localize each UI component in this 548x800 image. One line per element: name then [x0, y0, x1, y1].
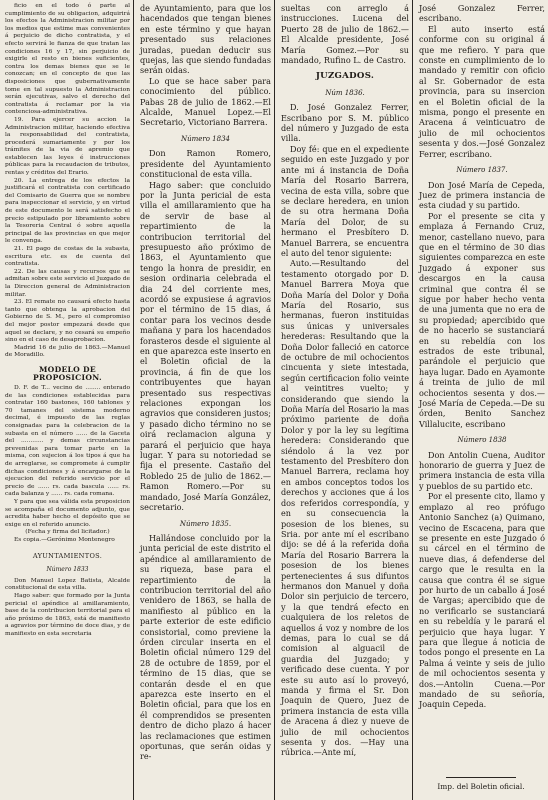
paragraph: 23. El remate no causará efecto hasta tanto que obtenga la aprobacion del Gobierno de S. M., pero el compromiso del mejor postor empezará desde que aquel se declare, y no cesará su empeño sino en el caso de desaprobacion.: [5, 299, 130, 344]
notice-number: Número 1835.: [179, 519, 232, 528]
paragraph: Por el presente cito, llamo y emplazo al reo prófugo Antonio Sanchez (a) Quimano, vecino de Escacena, para que se presente en este Juzgado ó su cárcel en el término de nueve dias, á defenderse del cargo que le resulta en la causa que contra él se sigue por hurto de un caballo á José de Vargas; apercibido que de no verificarlo se sustanciará en su rebeldía y le parará el perjuicio que haya lugar. Y para que llegue á noticia de todos pongo el presente en La Palma á veinte y seis de julio de mil ochocientos sesenta y dos.—Antolin Cuena.—Por mandado de su señoría, Joaquin Cepeda.: [419, 491, 545, 710]
paragraph: Doy fé: que en el expediente seguido en este Juzgado y por ante mi á instancia de Doña María del Rosario Barrera, vecina de esta villa, sobre que se declare herederа, en union de su otra hermana Doña María del Dolor, de su hermano el Presbítero D. Manuel Barrera, se encuentra el auto del tenor siguiente:: [281, 143, 409, 258]
paragraph: 21. El pago de costas de la subasta, escritura etc. es de cuenta del contratista.: [5, 246, 130, 268]
paragraph: Por el presente se cita y emplaza á Fernando Cruz, menor, castellano nuevo, para que en el término de 30 dias siguientes comparezca en este Juzgado á exponer sus descargos en la causa criminal que contra él se sigue por haber hecho venta de una jumenta que no era de su propiedad; apercibido que de no hacerlo se sustanciará en su rebeldía con los estrados de este tribunal, parándole el perjuicio que haya lugar. Dado en Ayamonte á treinta de julio de mil ochocientos sesenta y dos.—José María de Cepeda.—De su órden, Benito Sanchez Villalucite, escribano: [419, 210, 545, 429]
paragraph: Auto.—Resultando del testamento otorgado por D. Manuel Barrera Moya que Doña María del Dolor y Doña María del Rosario, sus hermanas, fueron instituidas sus únicas y universales herederas: Resultando que la Doña Dolor falleció en catorce de octubre de mil ochocientos cincuenta y siete intestada, según certificacion folio veinte al veintitres vuelto; y considerando que siendo la Doña María del Rosario la mas próximo pariente de doña Dolor y por la ley su legítima heredera: Considerando que siéndolo á la vez por testamento del Presbítero don Manuel Barrera, reclama hoy en ambos conceptos todos los derechos y acciones que á los dos referidos correspondía, y en su consecuencia la posesion de los bienes, su Sria. por ante mí el escribano dijo: se dé á la referida doña María del Rosario Barrera la posesion de los bienes pertenecientes á sus difuntos hermanos don Manuel y doña Dolor sin perjuicio de tercero, y la que tendrá efecto en cualquiera de los reletos de aquellos á voz y nombre de los demas, para lo cual se dá comision al alguacil de guardia del Juzgado; y verificado dese cuenta. Y por este su auto así lo proveyó, manda y firma el Sr. Don Joaquin de Quero, Juez de primera instancia de esta villa de Aracena á diez y nueve de julio de mil ochocientos sesenta y dos. —Hay una rúbrica.—Ante mí,: [281, 258, 409, 758]
printer-footer: [414, 777, 548, 792]
paragraph: D. José Gonzalez Ferrer, Escribano por S. M. público del número y Juzgado de esta villa.: [281, 102, 409, 144]
printer-name: Imp. del Boletin oficial.: [437, 781, 525, 791]
paragraph: Hallándose concluido por la junta pericial de este distrito el apéndice al amillaramiento de su riqueza, base para el repartimiento de la contribucion territorial del año venidero de 1863, se halla de manifiesto al público en la parte exterior de este edificio consistorial, como previene la órden circular inserta en el Boletin oficial número 129 del 28 de octubre de 1859, por el término de 15 dias, que se contarán desde el en que aparezca este inserto en el Boletin oficial, para que los en él comprendidos se presenten dentro de dicho plazo á hacer las reclamaciones que estimen oportunas, que serán oidas y re-: [140, 532, 271, 762]
paragraph: 22. De las causas y recursos que se admitan sobre este servicio el Juzgado de la Direccion general de Administracion militar.: [5, 268, 130, 298]
notice-number: Número 1834: [180, 134, 230, 143]
paragraph: Don Manuel Lopez Batista, Alcalde constitucional de esta villa.: [5, 577, 130, 592]
notice-number: Núm 1836.: [325, 88, 365, 97]
paragraph: Don Antolin Cuena, Auditor honorario de guerra y Juez de primera instancia de esta villa y pueblos de su partido etc.: [419, 449, 545, 491]
paragraph: José Gonzalez Ferrer, escribano.: [419, 3, 545, 24]
paragraph: sueltas con arreglo á instrucciones. Lucena del Puerto 28 de julio de 1862.—El Alcalde presidente, José María Gomez.—Por su mandado, Rufino L. de Castro.: [281, 3, 409, 66]
paragraph: Don José María de Cepeda, Juez de primera instancia de esta ciudad y su partido.: [419, 179, 545, 211]
column-divider: [133, 0, 134, 800]
paragraph: Hago saber: que formado por la Junta pericial el apéndice al amillaramiento, base de la contribucion territorial para el año próximo de 1863, está de manifiesto a agravios por término de doce dias, y de manifiesto en esta secretaria: [5, 592, 130, 637]
date-signature-note: (Fecha y firma del licitador.): [25, 529, 110, 536]
notice-number: Número 1837.: [456, 166, 508, 175]
column-2: [135, 0, 274, 800]
signature-line: Madrid 16 de julio de 1863.—Manuel de Moradillo.: [5, 344, 130, 359]
section-heading-modelo: MODELO DE PROPOSICION.: [33, 364, 102, 382]
column-3: [276, 0, 412, 800]
paragraph: Hago saber: que concluido por la Junta pericial de esta villa el amillaramiento que ha de servir de base al repartimiento de la contribucion territorial del presupuesto año próximo de 1863, el Ayuntamiento que tengo la honra de presidir, en sesion ordinaria celebrada el dia 24 del corriente mes, acordó se expusiese á agravios por el término de 15 dias, á contar para los vecinos desde mañana y para los hacendados forasteros desde el siguiente al en que aparezca este inserto en el Boletin oficial de la provincia, á fin de que los contribuyentes que hayan presentado sus respectivas relaciones expongan los agravios que consideren justos; y pasado dicho término no se oirá reclamacion alguna y parará el perjuicio que haya lugar. Y para su notoriedad se fija el presente. Castaño del Robledo 25 de julio de 1862.—Ramon Romero.—Por su mandado, José María González, secretario.: [140, 179, 271, 513]
paragraph: Y para que sea válida esta proposicion se acompaña el documento adjunto, que acredita haber hecho el depósito que se exige en el referido anuncio.: [5, 499, 130, 528]
column-divider: [274, 0, 275, 800]
paragraph: de Ayuntamiento, para que los hacendados que tengan bienes en este término y que hayan presentado sus relaciones juradas, puedan deducir sus quejas, las que siendo fundadas serán oidas.: [140, 3, 271, 76]
paragraph: Lo que se hace saber para conocimiento del público. Pabas 28 de julio de 1862.—El Alcalde, Manuel Lopez.—El Secretario, Victoriano Barrera.: [140, 75, 271, 128]
column-1: [0, 0, 133, 800]
paragraph: 20. La entrega de los efectos la justificará el contratista con certificado del Comisario de Guerra que se nombre para inspeccionar el servicio, y en virtud de este documento le será satisfecho el precio estipulado por libramiento sobre la Tesoreria Central ó sobre aquella principal de las provincias en que mejor le convenga.: [5, 177, 130, 245]
footer-rule: [446, 777, 516, 778]
paragraph: D. F. de T... vecino de ........ enterado de las condiciones establecidas para contratar 160 bastones, 160 tablones y 70 tamanes del sistema moderno decimal, é impuesto de las reglas consignadas para la celebracion de la subasta en el número ...... de la Gaceta del ............ y demas circunstancias prevenidas para tomar parte en la misma, con sujecion á los tipos á que ha de arreglarse, se compromete á cumplir dichas condiciones y á encargarse de la ejecucion del referido servicio por el precio de ...... rs. cada bascula ...... rs. cada balanza y ...... rs. cada romana.: [5, 385, 130, 498]
section-heading-ayuntamientos: AYUNTAMIENTOS.: [32, 551, 103, 560]
column-divider: [412, 0, 413, 800]
paragraph: El auto inserto está conforme con su original á que me refiero. Y para que conste en cumplimiento de lo mandado y remitir con oficio al Sr. Gobernador de esta provincia, para su insercion en el Boletin oficial de la misma, pongo el presente en Aracena á veinticuatro de julio de mil ochocientos sesenta y dos.—José Gonzalez Ferrer, escribano.: [419, 23, 545, 159]
column-4: [414, 0, 548, 800]
notice-number: Número 1838: [457, 436, 507, 445]
section-heading-juzgados: JUZGADOS.: [315, 71, 375, 82]
paragraph: Don Ramon Romero, presidente del Ayuntamiento constitucional de esta villa.: [140, 148, 271, 180]
copy-note: Es copia.—Gerónimo Montenegro: [14, 536, 115, 543]
paragraph: ficio en el todo ó parte al cumplimiento de su obligacion, adquirirá los efectos la Administracion militar por los medios que estime mas convenientes á perjuicio de dicho contratista, y el efecto servirá le fianza de que tratan las condiciones 16 y 17, sin perjuicio de exigirle el resto en bienes suficientes, contra los demas bienes que se le conozcan; en el concepto de que las disposiciones que gubernativamente tome en tal supuesto la Administracion serán ejecutivas, salvo el derecho del contratista á reclamar por la via contenciosa-administrativa.: [5, 3, 130, 116]
paragraph: 19. Para ejercer su accion la Administracion militar, haciendo efectiva la responsabilidad del contratista, procederá sumariamente y por los trámites de la via de apremio que establecen las leyes é instrucciones públicas para la recaudacion de tributos, rentas y créditos del Erario.: [5, 116, 130, 177]
notice-number: Número 1833: [46, 566, 89, 574]
